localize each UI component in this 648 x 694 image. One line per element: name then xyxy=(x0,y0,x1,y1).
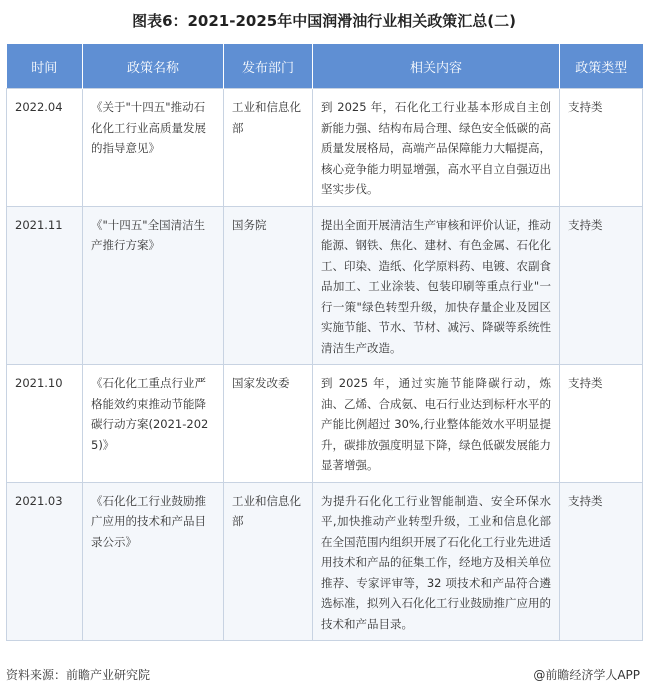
header-content: 相关内容 xyxy=(313,44,560,89)
cell-department: 国务院 xyxy=(224,206,313,365)
cell-policy-type: 支持类 xyxy=(560,365,643,483)
cell-policy-name: 《关于"十四五"推动石化化工行业高质量发展的指导意见》 xyxy=(83,89,224,207)
cell-policy-name: 《石化化工重点行业严格能效约束推动节能降碳行动方案(2021-2025)》 xyxy=(83,365,224,483)
table-row xyxy=(7,482,643,641)
cell-time: 2021.11 xyxy=(7,206,83,365)
header-department: 发布部门 xyxy=(224,44,313,89)
chart-title: 图表6：2021-2025年中国润滑油行业相关政策汇总(二) xyxy=(132,12,516,30)
header-policy-name: 政策名称 xyxy=(83,44,224,89)
source-note: 资料来源：前瞻产业研究院 xyxy=(6,668,151,682)
policy-table xyxy=(6,44,643,641)
cell-content: 到 2025 年，通过实施节能降碳行动，炼油、乙烯、合成氨、电石行业达到标杆水平的产能比例超过 30%,行业整体能效水平明显提升，碳排放强度明显下降，绿色低碳发展能力显著增强。 xyxy=(313,365,560,483)
cell-policy-name: 《"十四五"全国清洁生产推行方案》 xyxy=(83,206,224,365)
table-row xyxy=(7,365,643,483)
cell-department: 国家发改委 xyxy=(224,365,313,483)
cell-policy-name: 《石化化工行业鼓励推广应用的技术和产品目录公示》 xyxy=(83,482,224,641)
brand-credit: @前瞻经济学人APP xyxy=(533,668,640,682)
cell-policy-type: 支持类 xyxy=(560,206,643,365)
cell-department: 工业和信息化部 xyxy=(224,89,313,207)
cell-time: 2021.03 xyxy=(7,482,83,641)
header-time: 时间 xyxy=(7,44,83,89)
table-row xyxy=(7,206,643,365)
cell-content: 为提升石化化工行业智能制造、安全环保水平,加快推动产业转型升级，工业和信息化部在全国范围内组织开展了石化化工行业先进适用技术和产品的征集工作，经地方及相关单位推荐、专家评审等，32 项技术和产品符合遴选标准，拟列入石化化工行业鼓励推广应用的技术和产品目录。 xyxy=(313,482,560,641)
cell-department: 工业和信息化部 xyxy=(224,482,313,641)
header-policy-type: 政策类型 xyxy=(560,44,643,89)
cell-policy-type: 支持类 xyxy=(560,482,643,641)
cell-policy-type: 支持类 xyxy=(560,89,643,207)
cell-time: 2021.10 xyxy=(7,365,83,483)
cell-time: 2022.04 xyxy=(7,89,83,207)
cell-content: 到 2025 年，石化化工行业基本形成自主创新能力强、结构布局合理、绿色安全低碳的高质量发展格局，高端产品保障能力大幅提高，核心竞争能力明显增强，高水平自立自强迈出坚实步伐。 xyxy=(313,89,560,207)
table-row xyxy=(7,89,643,207)
cell-content: 提出全面开展清洁生产审核和评价认证，推动能源、钢铁、焦化、建材、有色金属、石化化工、印染、造纸、化学原料药、电镀、农副食品加工、工业涂装、包装印刷等重点行业"一行一策"绿色转型升级，加快存量企业及园区实施节能、节水、节材、减污、降碳等系统性清洁生产改造。 xyxy=(313,206,560,365)
table-header-row xyxy=(7,44,643,89)
